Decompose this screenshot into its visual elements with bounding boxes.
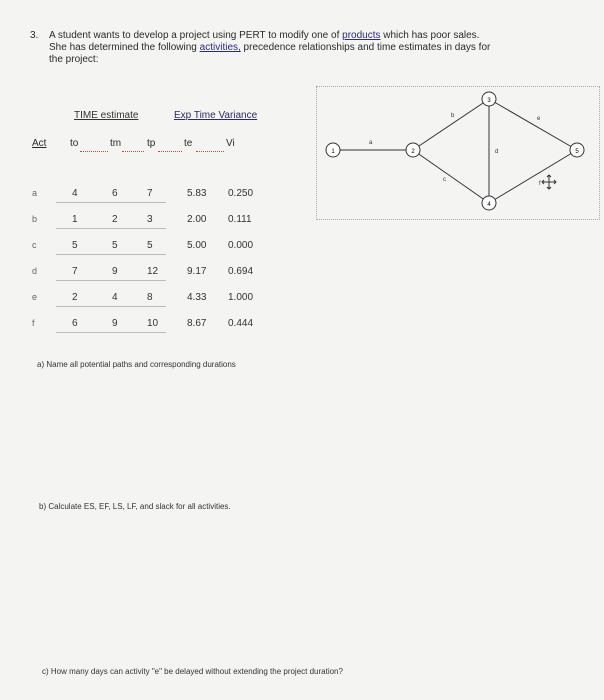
edge-label-c: c [443,177,446,183]
cell-to: 2 [72,292,78,303]
cell-tp: 8 [147,292,153,303]
move-cursor-icon [542,175,556,189]
cell-tp: 7 [147,188,153,199]
col-header-tm: tm [110,138,122,149]
squiggle-4 [196,148,224,152]
part-c-prompt: c) How many days can activity "e" be delayed without extending the project duration? [42,667,343,676]
node-label-3: 3 [487,98,491,104]
cell-v: 1.000 [228,292,254,303]
edge-line-e [489,99,577,150]
node-1 [326,143,340,157]
cell-act: c [32,240,37,250]
node-label-2: 2 [411,149,415,155]
edge-line-f [489,150,577,203]
edge-label-a: a [369,140,373,146]
part-a-prompt: a) Name all potential paths and corresponding durations [37,360,236,369]
edge-label-d: d [495,149,499,155]
col-header-to: to [70,138,79,149]
edge-line-c [413,150,489,203]
part-b-prompt: b) Calculate ES, EF, LS, LF, and slack for all activities. [39,502,231,511]
node-label-4: 4 [487,202,491,208]
intro-line-3: the project: [49,54,99,65]
cell-to: 7 [72,266,78,277]
cell-to: 6 [72,318,78,329]
cell-te: 5.83 [187,188,207,199]
cell-v: 0.444 [228,318,254,329]
cell-v: 0.000 [228,240,254,251]
cell-act: d [32,266,38,276]
squiggle-2 [122,148,144,152]
cell-te: 2.00 [187,214,207,225]
edge-label-e: e [537,116,541,122]
cell-tm: 9 [112,266,118,277]
row-divider [56,202,166,203]
squiggle-3 [158,148,182,152]
col-header-vi: Vi [226,138,235,149]
underlined-products: products [342,30,381,41]
row-divider [56,254,166,255]
node-2 [406,143,420,157]
col-header-act: Act [32,138,47,149]
cell-v: 0.250 [228,188,254,199]
intro-line-1: A student wants to develop a project using PERT to modify one of products which has poor sales. [49,30,480,41]
row-divider [56,228,166,229]
cell-te: 8.67 [187,318,207,329]
network-svg [317,87,599,219]
squiggle-1 [80,148,108,152]
row-divider [56,280,166,281]
exp-variance-header: Exp Time Variance [174,110,258,121]
cell-te: 4.33 [187,292,207,303]
underlined-activities: activities, [199,42,241,53]
node-4 [482,196,496,210]
question-number: 3. [30,30,39,41]
cell-tm: 2 [112,214,118,225]
row-divider [56,306,166,307]
cell-act: f [32,318,35,328]
cell-v: 0.694 [228,266,254,277]
col-header-tp: tp [147,138,156,149]
cell-te: 9.17 [187,266,207,277]
question-intro [49,30,589,66]
node-5 [570,143,584,157]
cell-te: 5.00 [187,240,207,251]
edge-label-f: f [539,181,541,187]
intro-line-2: She has determined the following activities, precedence relationships and time estimates in days for [49,42,491,53]
cell-tp: 5 [147,240,153,251]
cell-tp: 12 [147,266,159,277]
cell-to: 5 [72,240,78,251]
cell-tm: 9 [112,318,118,329]
edge-label-b: b [451,113,455,119]
cell-to: 1 [72,214,78,225]
cell-to: 4 [72,188,78,199]
cell-act: a [32,188,38,198]
cell-act: e [32,292,38,302]
cell-v: 0.111 [228,214,252,225]
network-diagram [316,86,600,220]
node-label-1: 1 [331,149,335,155]
cell-tm: 4 [112,292,118,303]
cell-tp: 10 [147,318,159,329]
node-label-5: 5 [575,149,579,155]
col-header-te: te [184,138,193,149]
node-3 [482,92,496,106]
cell-tm: 6 [112,188,118,199]
row-divider [56,332,166,333]
cell-tp: 3 [147,214,153,225]
cell-tm: 5 [112,240,118,251]
cell-act: b [32,214,38,224]
time-estimate-header: TIME estimate [74,110,139,121]
edge-line-b [413,99,489,150]
